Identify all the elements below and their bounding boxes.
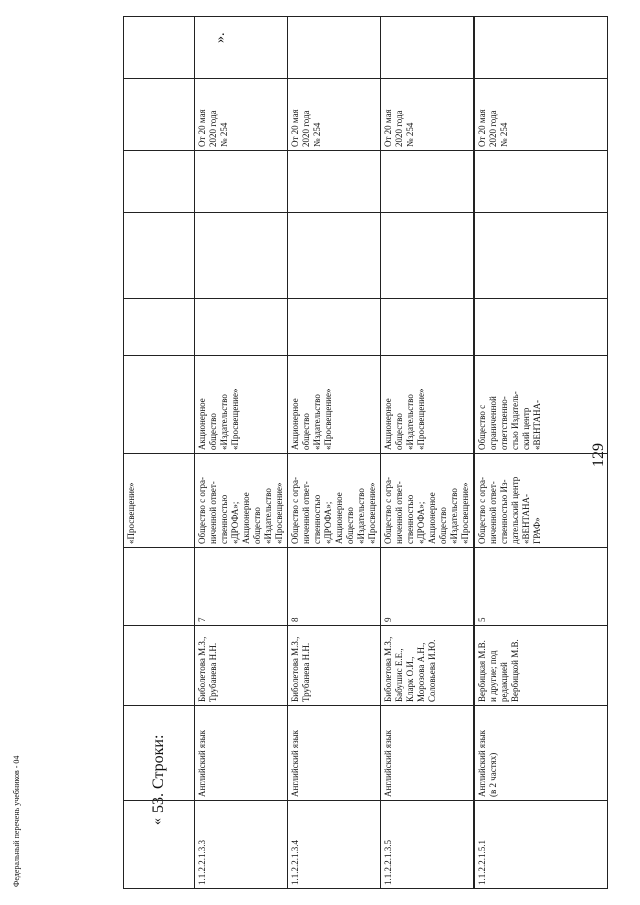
table-cell xyxy=(124,626,195,706)
table-cell: Биболетова М.З., Трубанева Н.Н. xyxy=(195,626,288,706)
page-number: 129 xyxy=(590,443,607,467)
table-cell: Акционерное общество «Издательство «Просвещение» xyxy=(195,356,288,454)
table-cell xyxy=(288,17,381,79)
table-cell: 9 xyxy=(381,548,474,626)
table-cell: 8 xyxy=(288,548,381,626)
table-cell: Общество с огра- ниченной ответ- ственностью «ДРОФА»; Акционерное общество «Издательство «Просвещение» xyxy=(288,454,381,548)
table-cell xyxy=(288,299,381,356)
section-heading: 53. Строки: xyxy=(150,734,167,813)
table-cell xyxy=(475,299,608,356)
table-cell xyxy=(124,213,195,299)
table-cell: Общество с огра- ниченной ответ- ственностью «ДРОФА»; Акционерное общество «Издательство «Просвещение» xyxy=(381,454,474,548)
table-row xyxy=(195,17,288,889)
table-row xyxy=(288,17,381,889)
table-cell xyxy=(475,151,608,213)
table-row xyxy=(381,17,474,889)
table-cell: Биболетова М.З., Бабушис Е.Е., Кларк О.И., Морозова А.Н., Соловьева И.Ю. xyxy=(381,626,474,706)
table-cell xyxy=(381,213,474,299)
table-cell: Английский язык xyxy=(381,706,474,801)
table-cell: Акционерное общество «Издательство «Просвещение» xyxy=(288,356,381,454)
table-cell: 7 xyxy=(195,548,288,626)
textbook-table-bottom xyxy=(474,16,608,889)
table-cell: Общество с огра- ниченной ответ- ственностью «ДРОФА»; Акционерное общество «Издательство «Просвещение» xyxy=(195,454,288,548)
table-cell xyxy=(381,17,474,79)
opening-quote: « xyxy=(150,818,165,825)
table-row xyxy=(124,17,195,889)
table-cell xyxy=(124,706,195,801)
table-cell xyxy=(124,79,195,151)
table-cell: 1.1.2.2.1.3.4 xyxy=(288,801,381,889)
table-cell: Английский язык (в 2 частях) xyxy=(475,706,608,801)
table-cell: Акционерное общество «Издательство «Просвещение» xyxy=(381,356,474,454)
table-cell: 5 xyxy=(475,548,608,626)
table-cell xyxy=(124,356,195,454)
table-cell: 1.1.2.2.1.3.5 xyxy=(381,801,474,889)
table-row xyxy=(475,17,608,889)
table-cell xyxy=(195,213,288,299)
table-cell xyxy=(195,17,288,79)
table-cell xyxy=(124,548,195,626)
table-cell: «Просвещение» xyxy=(124,454,195,548)
table-cell: Общество с огра- ниченной ответ- ственностью Из- дательский центр «ВЕНТАНА- ГРАФ» xyxy=(475,454,608,548)
table-cell xyxy=(288,213,381,299)
table-cell: Вербицкая М.В. и другие; под редакцией Вербицкой М.В. xyxy=(475,626,608,706)
table-cell xyxy=(475,17,608,79)
table-cell: От 20 мая 2020 года № 254 xyxy=(195,79,288,151)
table-cell: От 20 мая 2020 года № 254 xyxy=(288,79,381,151)
table-cell: 1.1.2.2.1.3.3 xyxy=(195,801,288,889)
textbook-table-top xyxy=(123,16,474,889)
table-cell xyxy=(195,299,288,356)
table-cell xyxy=(124,151,195,213)
table-cell: Английский язык xyxy=(195,706,288,801)
table-cell: Общество с ограниченной ответственно- стью Издатель- ский центр «ВЕНТАНА- xyxy=(475,356,608,454)
footer-text: Федеральный перечень учебников - 04 xyxy=(12,755,21,887)
table-cell xyxy=(124,299,195,356)
table-cell xyxy=(475,213,608,299)
table-cell xyxy=(195,151,288,213)
table-cell: От 20 мая 2020 года № 254 xyxy=(475,79,608,151)
table-cell xyxy=(288,151,381,213)
table-cell: Биболетова М.З., Трубанева Н.Н. xyxy=(288,626,381,706)
table-cell xyxy=(381,151,474,213)
table-cell xyxy=(381,299,474,356)
table-cell: Английский язык xyxy=(288,706,381,801)
closing-quote: ». xyxy=(213,32,228,43)
table-cell xyxy=(124,17,195,79)
table-cell: 1.1.2.2.1.5.1 xyxy=(475,801,608,889)
table-cell xyxy=(124,801,195,889)
table-cell: От 20 мая 2020 года № 254 xyxy=(381,79,474,151)
